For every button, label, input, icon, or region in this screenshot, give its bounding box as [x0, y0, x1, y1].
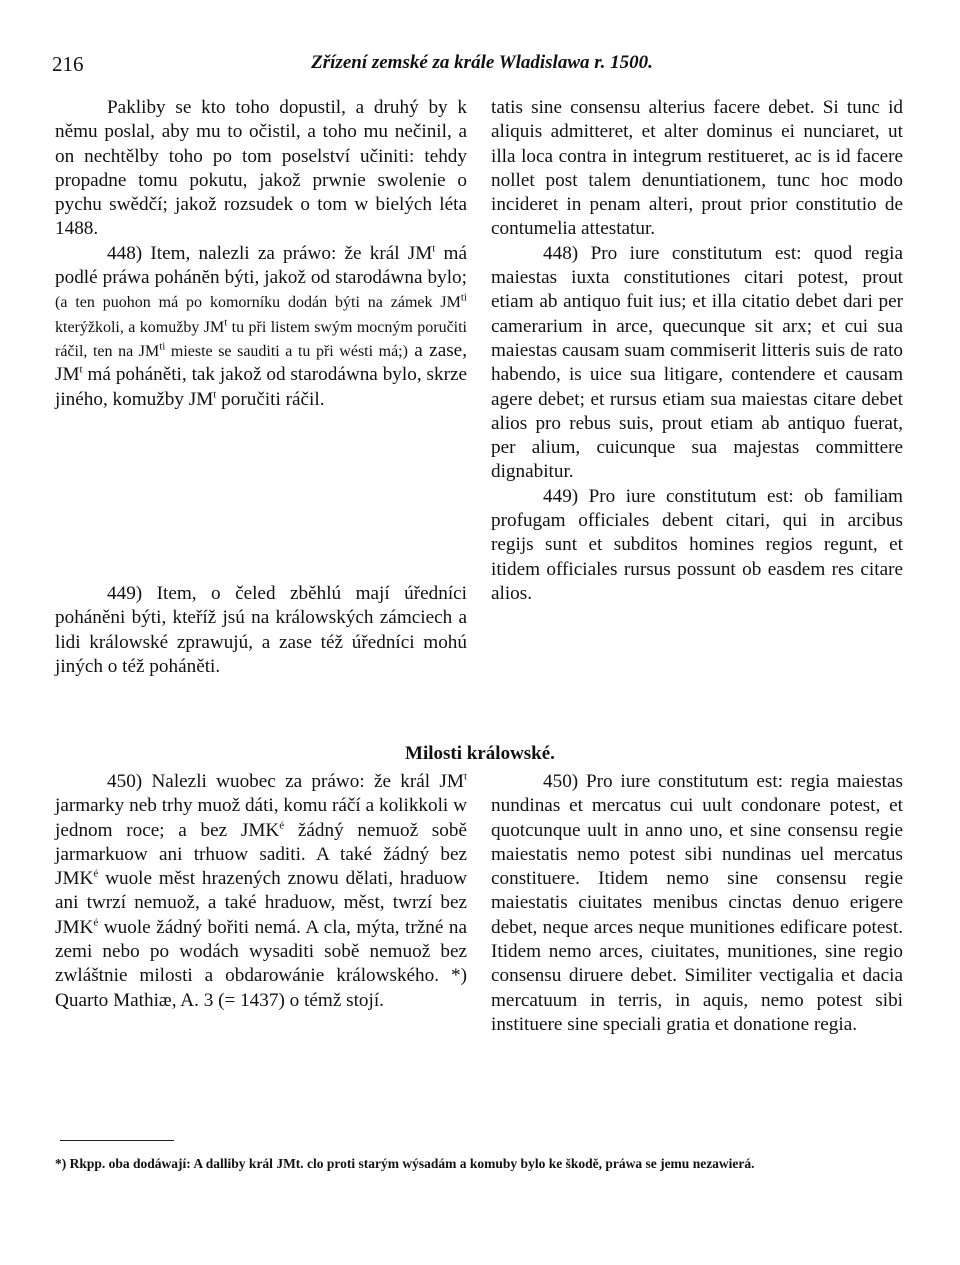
paragraph-448-czech: 448) Item, nalezli za práwo: že král $JM^t$ má podlé práwa pohánĕn býti, jakož od starodáwna bylo; (a ten puohon má po komorníku dodán býti na zámek $JM^{ti}$ kterýžkoli, a komužby $JM^t$ tu při listem swým mocným poručiti ráčil, ten na $JM^{ti}$ mieste se sauditi a tu při wésti má;) a zase, $JM^t$ má poháněti, tak jakož od starodáwna bylo, skrze jiného, komužby $JM^t$ poručiti ráčil.	[55, 242, 467, 410]
paragraph-pakliby: Pakliby se kto toho dopustil, a druhý by k němu poslal, aby mu to očistil, a toho mu nečinil, a on nechtělby toho po tom poselství učiniti: tehdy propadne tomu pokutu, jakož prwnie swolenie o pychu swědčí; jakož rozsudek o tom w bielých léta 1488.	[55, 97, 467, 240]
left-column-czech-top	[55, 96, 467, 412]
right-column-latin-top	[491, 96, 903, 606]
left-column-czech-449	[55, 582, 467, 679]
paragraph-450-czech: 450) Nalezli wuobec za práwo: že král $JM^t$ jarmarky neb trhy muož dáti, komu ráčí a kolikkoli w jednom roce; a bez $JMK^é$ žádný nemuož sobě jarmarkuow ani trhuow saditi. A také žádný bez $JMK^é$ wuole měst hrazených znowu dělati, hraduow ani twrzí nemuož, a také hraduow, měst, twrzí bez $JMK^é$ wuole žádný bořiti nemá. A cla, mýta, tržné na zemi nebo po wodách wysaditi sobě nemuož bez zwláštnie milosti a obdarowánie králowského. *) Quarto Mathiæ, A. 3 (= 1437) o témž stojí.	[55, 770, 467, 1011]
page-header	[52, 52, 912, 80]
footnote: *) Rkpp. oba dodáwají: A dalliby král JMt. clo proti starým wýsadám a komuby bylo ke škodě, práwa se jemu nezawierá.	[55, 1156, 755, 1171]
footnote-rule	[60, 1140, 174, 1141]
paragraph-449-czech: 449) Item, o čeled zběhlú mají úředníci poháněni býti, kteříž jsú na králowských zámciech a lidi králowské zprawujú, a zase též úředníci mohú jiných o též poháněti.	[55, 583, 467, 677]
section-heading: Milosti králowské.	[405, 743, 555, 764]
running-title: Zřízení zemské za krále Wladislawa r. 1500.	[311, 52, 653, 73]
paragraph-448-latin: 448) Pro iure constitutum est: quod regia maiestas iuxta constitutiones citari potest, prout etiam ab antiquo fuit ius; et illa citatio debet dari per camerarium in arce, quecunque sit arx; et cui sua maiestas causam suam commiserit litteris suis de rato habendo, is uice sua litigare, contendere et causam agere debet; et rursus etiam sua maiestas citare debet alios pro rebus suis, prout etiam ab antiquo fuerat, per alium, cuicunque sua majestas committere dignabitur.	[491, 242, 903, 483]
paragraph-449-latin: 449) Pro iure constitutum est: ob familiam profugam officiales debent citari, qui in arcibus regijs sunt et subditos homines regios regunt, et itidem officiales rursus possunt ob easdem res citare alios.	[491, 485, 903, 604]
right-column-latin-450	[491, 770, 903, 1037]
paragraph-450-latin: 450) Pro iure constitutum est: regia maiestas nundinas et mercatus cui uult condonare potest, et quotcunque uult in anno uno, et sine consensu regie maiestatis nemo potest sibi nundinas uel mercatus constituere. Itidem nemo sine consensu regie maiestatis ciuitates menibus cinctas denuo erigere debet, neque arces neque munitiones edificare potest. Itidem nemo arces, ciuitates, munitiones, sine regio consensu diruere debet. Similiter vectigalia et dacia mercatuum in terris, in aquis, nemo potest sibi instituere sine speciali gratia et donatione regia.	[491, 771, 903, 1035]
paragraph-tatis: tatis sine consensu alterius facere debet. Si tunc id aliquis admitteret, et alter dominus ei nunciaret, ut illa loca contra in integrum restitueret, ac is id facere nollet post talem denuntiationem, tunc hoc modo incideret in penam alteri, prout prior constitutio de contumelia attestatur.	[491, 97, 903, 240]
left-column-czech-450	[55, 770, 467, 1013]
page-number: 216	[52, 52, 84, 76]
